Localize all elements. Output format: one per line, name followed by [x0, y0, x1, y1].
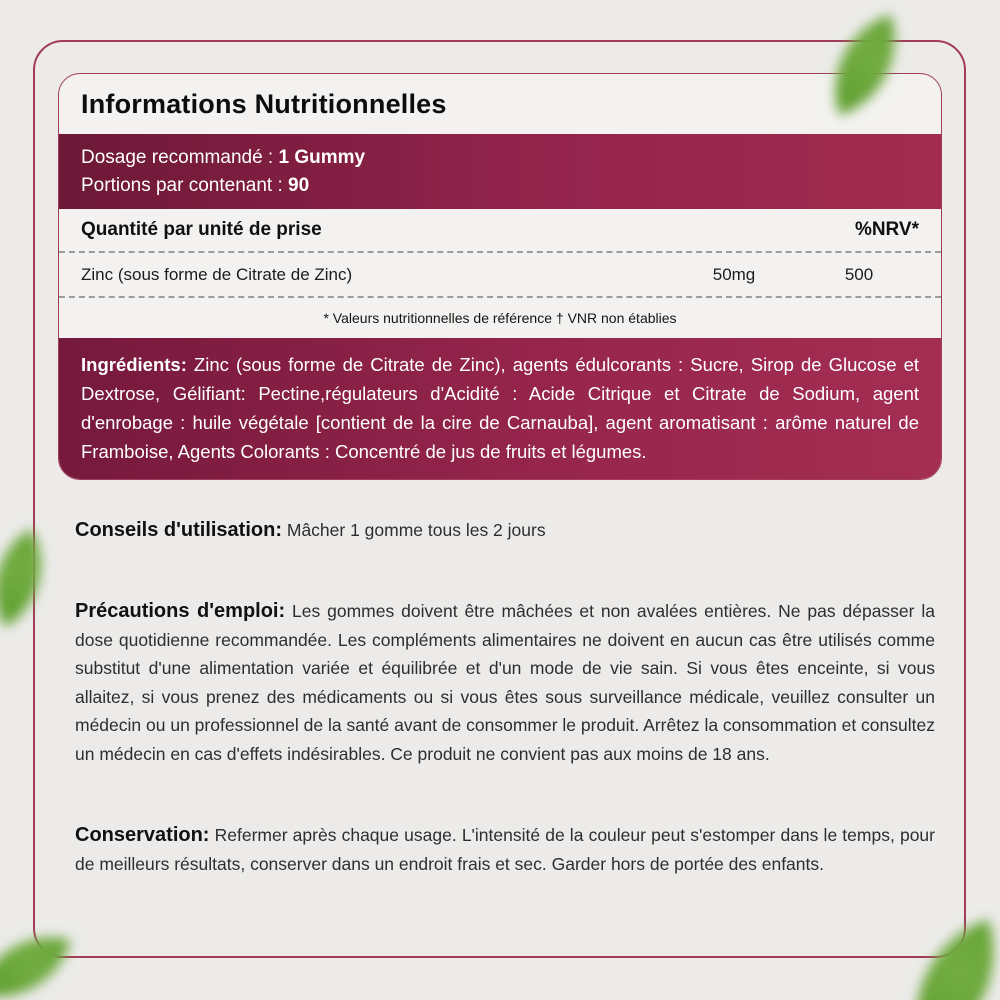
dosage-banner — [59, 134, 941, 209]
ingredients-banner — [59, 338, 941, 480]
column-header-quantity: Quantité par unité de prise — [81, 219, 322, 240]
column-header-nrv: %NRV* — [854, 219, 919, 240]
dosage-label: Dosage recommandé : — [81, 146, 279, 168]
usage-advice-section — [75, 519, 935, 542]
precautions-section — [75, 598, 935, 770]
page-title: Informations Nutritionnelles — [81, 88, 447, 119]
usage-advice-text: Mâcher 1 gomme tous les 2 jours — [282, 520, 546, 540]
ingredients-text: Zinc (sous forme de Citrate de Zinc), agents édulcorants : Sucre, Sirop de Glucose et Dextrose, Gélifiant: Pectine,régulateurs d'Acidité : Acide Citrique et Citrate de Sodium, agent d'enrobage : huile végétale [contient de la cire de Carnauba], agent aromatisant : arôme naturel de Framboise, Agents Colorants : Concentré de jus de fruits et légumes. — [81, 354, 919, 462]
table-row — [59, 253, 941, 298]
table-footnote: * Valeurs nutritionnelles de référence † VNR non établies — [323, 310, 677, 326]
precautions-label: Précautions d'emploi: — [75, 600, 286, 622]
dosage-value: 1 Gummy — [278, 146, 366, 168]
nutrition-table-header — [59, 209, 941, 253]
card-title-row — [59, 74, 941, 134]
servings-line — [81, 175, 919, 197]
usage-advice-label: Conseils d'utilisation: — [75, 519, 282, 541]
ingredients-label: Ingrédients: — [81, 354, 187, 375]
precautions-text: Les gommes doivent être mâchées et non avalées entières. Ne pas dépasser la dose quotidienne recommandée. Les compléments alimentaires ne doivent en aucun cas être utilisés comme substitut d'une alimentation variée et équilibrée et d'un mode de vie sain. Si vous êtes enceinte, si vous allaitez, si vous prenez des médicaments ou si vous êtes sous surveillance médicale, veuillez consulter un médecin ou un professionnel de la santé avant de consommer le produit. Arrêtez la consommation et consultez un médecin en cas d'effets indésirables. Ce produit ne convient pas aux moins de 18 ans. — [75, 601, 935, 764]
dosage-line — [81, 147, 919, 169]
nutrient-name: Zinc (sous forme de Citrate de Zinc) — [81, 264, 353, 284]
nutrient-amount: 50mg — [712, 264, 756, 284]
storage-label: Conservation: — [75, 824, 210, 846]
storage-section — [75, 822, 935, 879]
storage-text: Refermer après chaque usage. L'intensité de la couleur peut s'estomper dans le temps, pour de meilleurs résultats, conserver dans un endroit frais et sec. Garder hors de portée des enfants. — [75, 825, 935, 874]
servings-label: Portions par contenant : — [81, 174, 289, 196]
nutrition-facts-card — [58, 73, 942, 480]
nutrient-nrv: 500 — [844, 264, 874, 284]
servings-value: 90 — [288, 174, 310, 196]
